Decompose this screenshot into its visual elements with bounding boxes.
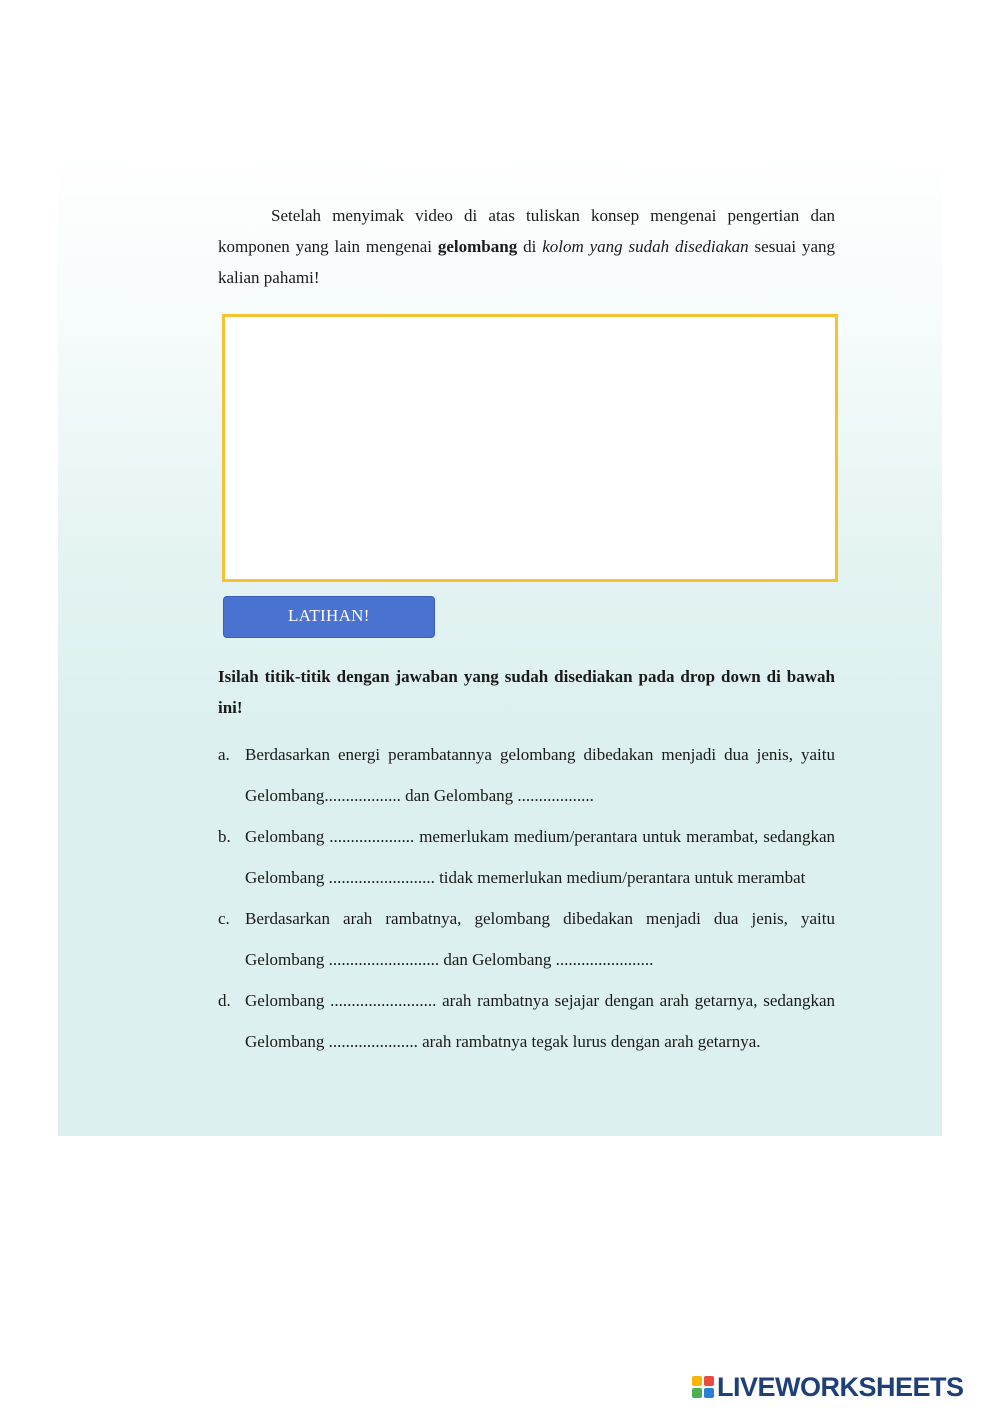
intro-text: Setelah menyimak video di atas tuliskan konsep mengenai pengertian dan komponen yang lain mengenai — [218, 206, 835, 256]
intro-italic-phrase: kolom yang sudah disediakan — [542, 237, 749, 256]
intro-paragraph — [218, 200, 835, 293]
liveworksheets-logo-icon — [692, 1376, 714, 1398]
intro-bold-term: gelombang — [437, 237, 518, 256]
question-letter: c. — [218, 909, 230, 928]
instruction-text: Isilah titik-titik dengan jawaban yang sudah disediakan pada drop down di bawah ini! — [218, 667, 835, 717]
question-letter: a. — [218, 745, 230, 764]
liveworksheets-logo — [692, 1372, 964, 1402]
latihan-button[interactable]: LATIHAN! — [223, 596, 435, 638]
question-text: Gelombang ......................... arah rambatnya sejajar dengan arah getarnya, sedangkan Gelombang ..................... arah rambatnya tegak lurus dengan arah getarnya. — [245, 991, 835, 1051]
question-item — [218, 734, 835, 816]
intro-text: di — [517, 237, 543, 256]
question-text: Berdasarkan arah rambatnya, gelombang dibedakan menjadi dua jenis, yaitu Gelombang .......................... dan Gelombang ....................... — [245, 909, 835, 969]
question-item — [218, 898, 835, 980]
question-item — [218, 980, 835, 1062]
answer-text-box[interactable] — [222, 314, 838, 582]
question-letter: d. — [218, 991, 231, 1010]
logo-text: LIVEWORKSHEETS — [717, 1371, 964, 1402]
question-text: Berdasarkan energi perambatannya gelombang dibedakan menjadi dua jenis, yaitu Gelombang.................. dan Gelombang .................. — [245, 745, 835, 805]
question-item — [218, 816, 835, 898]
question-list — [218, 734, 835, 1062]
question-letter: b. — [218, 827, 231, 846]
question-text: Gelombang .................... memerlukam medium/perantara untuk merambat, sedangkan Gelombang ......................... tidak memerlukan medium/perantara untuk merambat — [245, 827, 835, 887]
intro-text: sesuai yang kalian pahami! — [218, 237, 836, 287]
